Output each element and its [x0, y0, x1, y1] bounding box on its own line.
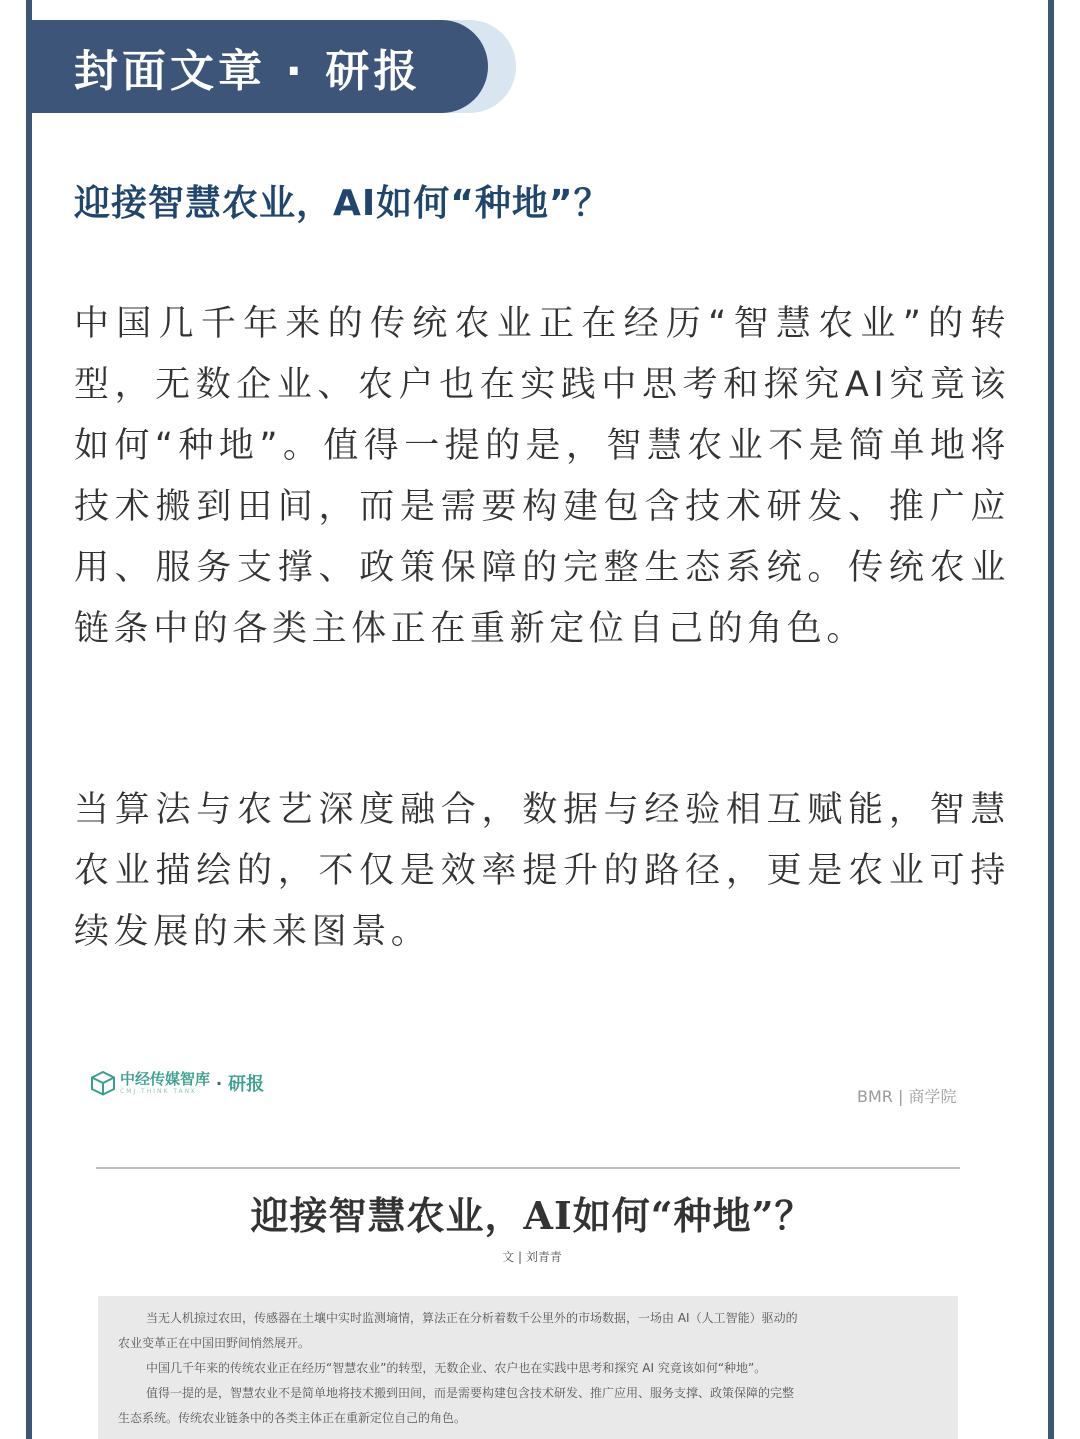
section-banner-label: 封面文章 · 研报 [74, 45, 422, 97]
logo-name: 中经传媒智库 [120, 1070, 211, 1088]
report-line: 生态系统。传统农业链条中的各类主体正在重新定位自己的角色。 [118, 1411, 467, 1425]
report-line: 中国几千年来的传统农业正在经历“智慧农业”的转型，无数企业、农户也在实践中思考和探究 AI 究竟该如何“种地”。 [146, 1361, 767, 1375]
article-headline: 迎接智慧农业，AI如何“种地”？ [74, 183, 611, 224]
report-title: 迎接智慧农业，AI如何“种地”？ [250, 1193, 814, 1238]
logo-separator: · [216, 1073, 223, 1093]
logo-subtitle: 研报 [228, 1074, 265, 1095]
article-paragraph-2: 当算法与农艺深度融合，数据与经验相互赋能，智慧农业描绘的，不仅是效率提升的路径，更是农业可持续发展的未来图景。 [74, 790, 1010, 952]
embedded-report-image [32, 1040, 1048, 1439]
report-line: 值得一提的是，智慧农业不是简单地将技术搬到田间，而是需要构建包含技术研发、推广应用、服务支撑、政策保障的完整 [146, 1386, 795, 1400]
report-byline: 文 | 刘青青 [502, 1250, 562, 1264]
logo-english: CMJ THINK TANK [120, 1088, 198, 1095]
report-line: 当无人机掠过农田，传感器在土壤中实时监测墒情，算法正在分析着数千公里外的市场数据，一场由 AI（人工智能）驱动的 [146, 1311, 798, 1325]
article-paragraph-1: 中国几千年来的传统农业正在经历“智慧农业”的转型，无数企业、农户也在实践中思考和探究AI究竟该如何“种地”。值得一提的是，智慧农业不是简单地将技术搬到田间，而是需要构建包含技术研发、推广应用、服务支撑、政策保障的完整生态系统。传统农业链条中的各类主体正在重新定位自己的角色。 [74, 304, 1010, 649]
section-banner [32, 20, 488, 113]
page-frame-right [1048, 0, 1054, 1439]
cube-logo-icon [90, 1070, 116, 1096]
think-tank-logo [90, 1070, 264, 1096]
publication-label: BMR | 商学院 [857, 1087, 957, 1106]
report-line: 农业变革正在中国田野间悄然展开。 [118, 1336, 311, 1350]
header-divider [96, 1167, 960, 1169]
report-intro-box [98, 1296, 958, 1439]
